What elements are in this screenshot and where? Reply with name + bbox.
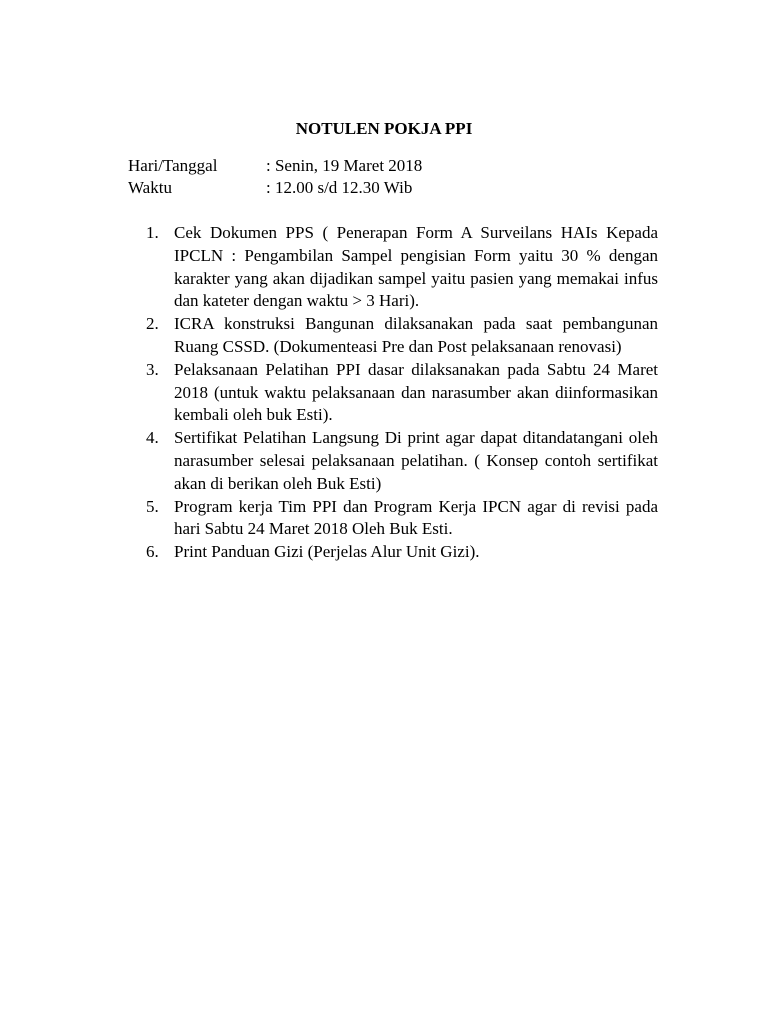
meta-label-date: Hari/Tanggal [128,156,218,175]
meta-row-date [128,155,422,177]
list-item [146,427,658,495]
list-item-number: 1. [146,223,159,242]
list-item-text: ICRA konstruksi Bangunan dilaksanakan pada saat pembangunan Ruang CSSD. (Dokumenteasi Pre dan Post pelaksanaan renovasi) [174,314,658,356]
list-item [146,313,658,359]
list-item-text: Sertifikat Pelatihan Langsung Di print agar dapat ditandatangani oleh narasumber selesai pelaksanaan pelatihan. ( Konsep contoh sertifikat akan di berikan oleh Buk Esti) [174,428,658,493]
list-item [146,222,658,313]
list-item-text: Cek Dokumen PPS ( Penerapan Form A Surveilans HAIs Kepada IPCLN : Pengambilan Sampel pengisian Form yaitu 30 % dengan karakter yang akan dijadikan sampel yaitu pasien yang memakai infus dan kateter dengan waktu > 3 Hari). [174,223,658,311]
list-item-text: Print Panduan Gizi (Perjelas Alur Unit Gizi). [174,542,480,562]
document-title: NOTULEN POKJA PPI [295,119,473,138]
list-item-number: 3. [146,359,159,379]
meta-value-date: : Senin, 19 Maret 2018 [266,156,423,175]
list-item-number: 6. [146,542,159,562]
meta-value-time: : 12.00 s/d 12.30 Wib [266,178,413,197]
list-item-text: Pelaksanaan Pelatihan PPI dasar dilaksanakan pada Sabtu 24 Maret 2018 (untuk waktu pelaksanaan dan narasumber akan diinformasikan kembali oleh buk Esti). [174,359,658,425]
list-item-number: 5. [146,496,159,516]
list-item-text: Program kerja Tim PPI dan Program Kerja IPCN agar di revisi pada hari Sabtu 24 Maret 2018 Oleh Buk Esti. [174,496,658,539]
list-item [146,496,658,542]
list-item-number: 4. [146,428,159,448]
meta-row-time [128,177,422,199]
list-item [146,541,658,564]
list-item-number: 2. [146,314,159,334]
agenda-list [146,222,658,564]
list-item [146,359,658,427]
meta-label-time: Waktu [128,178,172,197]
meeting-info [128,155,422,199]
